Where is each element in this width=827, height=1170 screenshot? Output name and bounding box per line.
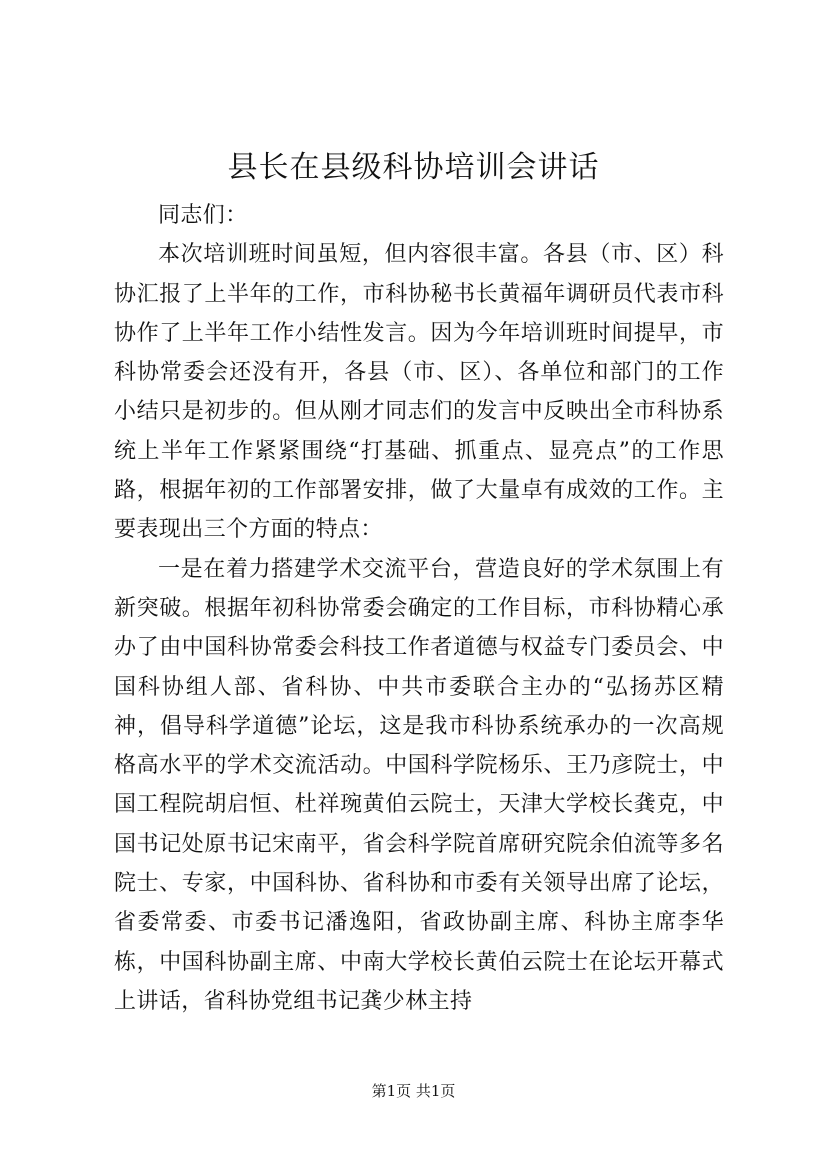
paragraph-point-one: 一是在着力搭建学术交流平台，营造良好的学术氛围上有新突破。根据年初科协常委会确定的工作目标，市科协精心承办了由中国科协常委会科技工作者道德与权益专门委员会、中国科协组人部、省科协、中共市委联合主办的“弘扬苏区精神，倡导科学道德”论坛，这是我市科协系统承办的一次高规格高水平的学术交流活动。中国科学院杨乐、王乃彦院士，中国工程院胡启恒、杜祥琬黄伯云院士，天津大学校长龚克，中国书记处原书记宋南平，省会科学院首席研究院余伯流等多名院士、专家，中国科协、省科协和市委有关领导出席了论坛，省委常委、市委书记潘逸阳，省政协副主席、科协主席李华栋，中国科协副主席、中南大学校长黄伯云院士在论坛开幕式上讲话，省科协党组书记龚少林主持 bbox=[114, 556, 724, 1014]
page-number-label: 第1页 共1页 bbox=[371, 1082, 456, 1100]
document-body bbox=[114, 196, 724, 1021]
document-title: 县长在县级科协培训会讲话 bbox=[227, 150, 600, 185]
salutation: 同志们： bbox=[158, 203, 248, 228]
paragraph-intro: 本次培训班时间虽短，但内容很丰富。各县（市、区）科协汇报了上半年的工作，市科协秘书长黄福年调研员代表市科协作了上半年工作小结性发言。因为今年培训班时间提早，市科协常委会还没有开，各县（市、区）、各单位和部门的工作小结只是初步的。但从刚才同志们的发言中反映出全市科协系统上半年工作紧紧围绕“打基础、抓重点、显亮点”的工作思路，根据年初的工作部署安排，做了大量卓有成效的工作。主要表现出三个方面的特点： bbox=[114, 242, 724, 543]
page-footer bbox=[0, 1080, 827, 1102]
